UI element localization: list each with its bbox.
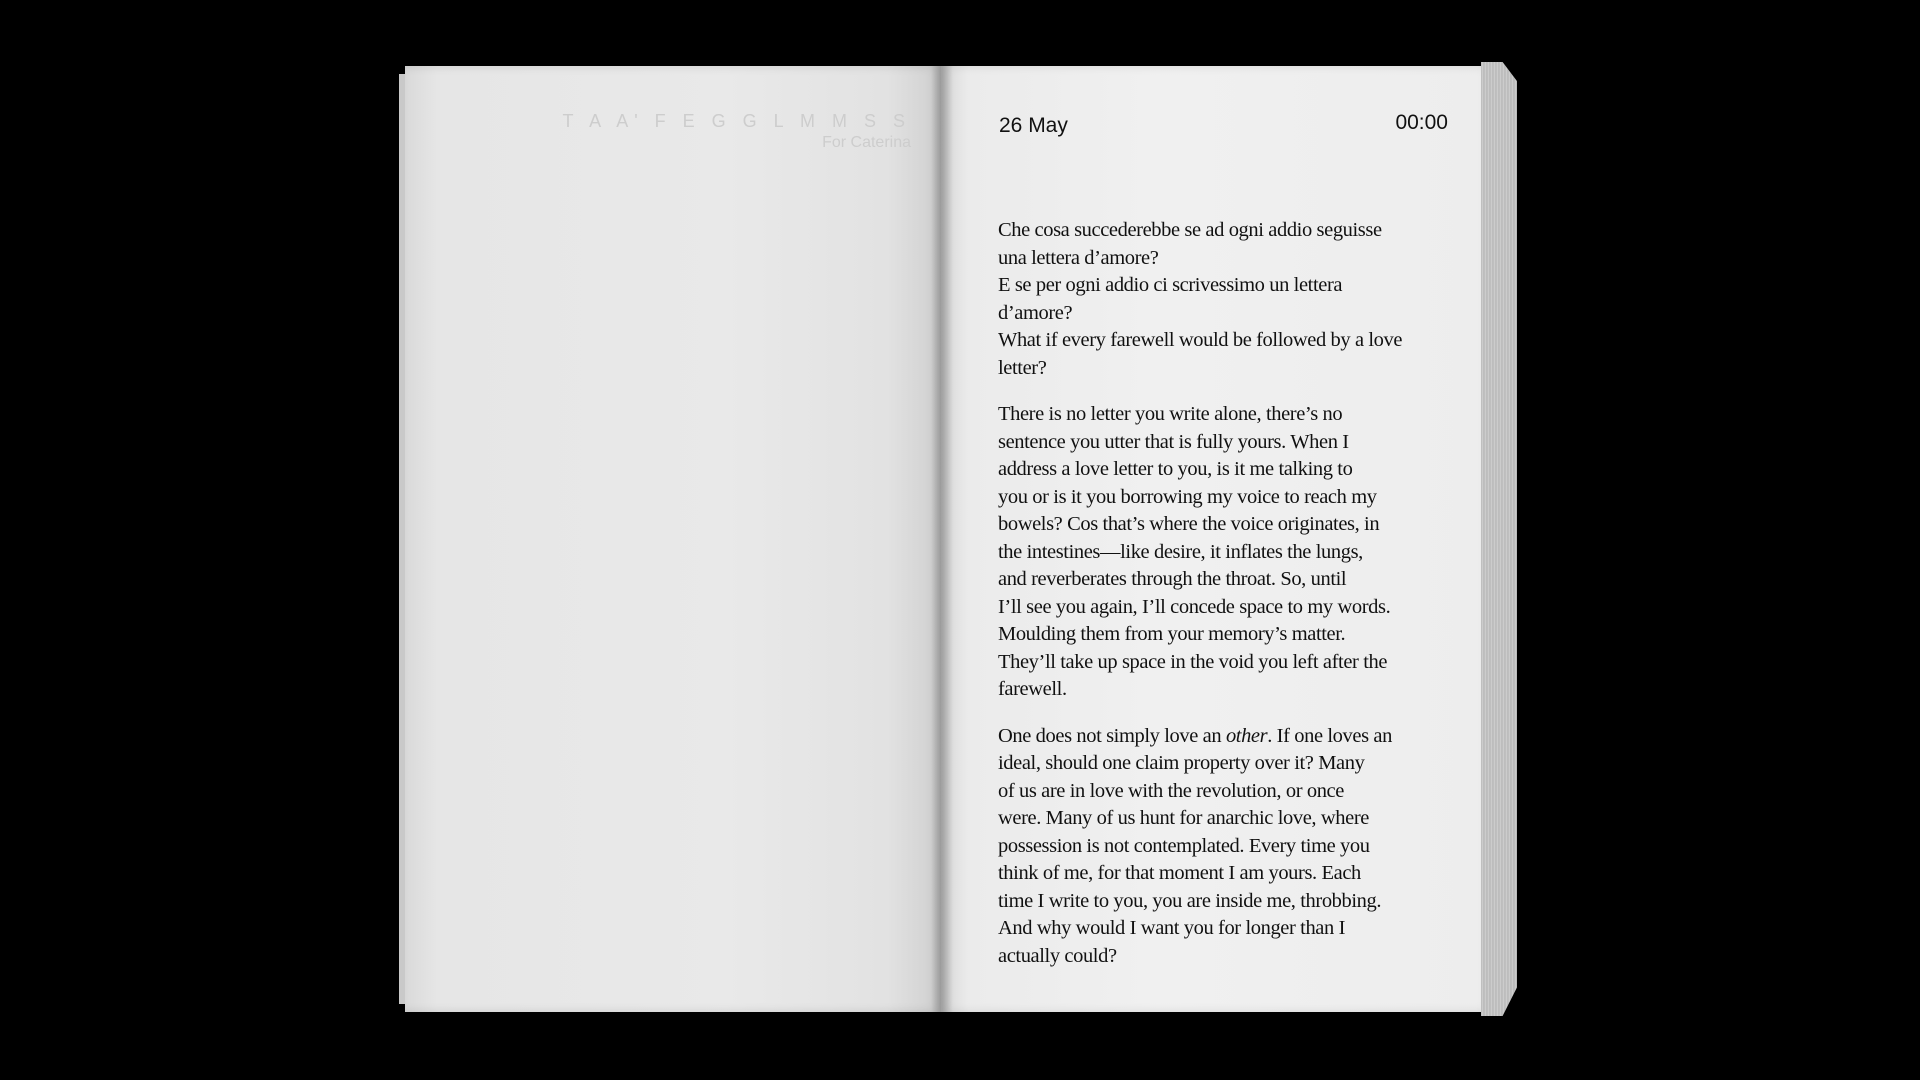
text-line-first [998, 723, 1458, 751]
text-line: think of me, for that moment I am yours. Each [998, 862, 1361, 884]
text-line: ideal, should one claim property over it? Many [998, 752, 1365, 774]
left-page [405, 66, 941, 1012]
paragraph-2 [998, 401, 1458, 704]
spine-gutter [931, 66, 953, 1012]
text-line: actually could? [998, 944, 1117, 967]
open-book [405, 60, 1517, 1018]
paragraph-1 [998, 217, 1458, 382]
page-date: 26 May [999, 114, 1068, 137]
text-line: I’ll see you again, I’ll concede space to my words. [998, 595, 1391, 618]
text-line: and reverberates through the throat. So, until [998, 568, 1347, 590]
paragraph-3 [998, 723, 1458, 971]
show-through-subtitle: For Caterina [822, 134, 911, 151]
text-line: There is no letter you write alone, there’s no [998, 403, 1343, 425]
text-line: possession is not contemplated. Every time you [998, 834, 1370, 857]
page-time: 00:00 [1395, 111, 1448, 134]
body-text [998, 217, 1458, 970]
text-line: the intestines—like desire, it inflates the lungs, [998, 540, 1363, 563]
text-fragment: One does not simply love an [998, 724, 1226, 747]
page-block-edge [1481, 62, 1517, 1016]
text-line: sentence you utter that is fully yours. When I [998, 430, 1349, 453]
text-line: They’ll take up space in the void you left after the [998, 650, 1388, 673]
text-line: E se per ogni addio ci scrivessimo un lettera [998, 274, 1343, 296]
text-line: of us are in love with the revolution, or once [998, 779, 1344, 802]
right-page [941, 66, 1481, 1012]
italic-word: other [1225, 724, 1268, 747]
text-line: you or is it you borrowing my voice to reach my [998, 485, 1377, 508]
text-line: What if every farewell would be followed by a love [998, 329, 1403, 351]
text-line: d’amore? [998, 301, 1073, 324]
text-line: letter? [998, 356, 1047, 379]
text-fragment: . If one loves an [1267, 724, 1392, 747]
text-line: were. Many of us hunt for anarchic love, where [998, 807, 1369, 829]
text-line: Moulding them from your memory’s matter. [998, 623, 1346, 645]
text-line: farewell. [998, 678, 1067, 700]
text-line: time I write to you, you are inside me, throbbing. [998, 889, 1382, 912]
text-line: Che cosa succederebbe se ad ogni addio seguisse [998, 219, 1382, 241]
text-line: bowels? Cos that’s where the voice originates, in [998, 513, 1380, 535]
show-through-header [563, 111, 912, 152]
text-line: address a love letter to you, is it me talking to [998, 458, 1353, 480]
text-line: una lettera d’amore? [998, 246, 1159, 269]
text-line: And why would I want you for longer than I [998, 917, 1346, 939]
show-through-title: T A A' F E G G L M M S S [562, 111, 911, 131]
